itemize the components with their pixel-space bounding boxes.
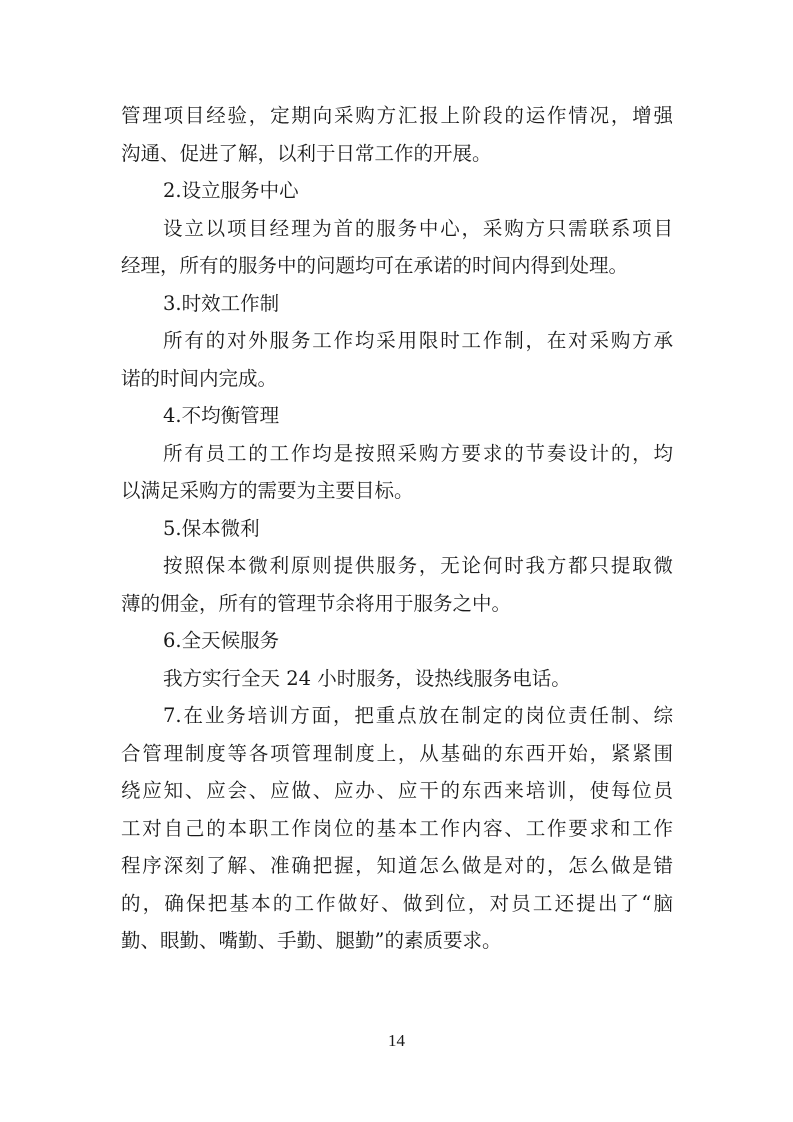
text-line: 按照保本微利原则提供服务，无论何时我方都只提取微 — [163, 554, 673, 577]
text-line: 7.在业务培训方面，把重点放在制定的岗位责任制、综 — [163, 704, 673, 727]
section-heading: 3.时效工作制 — [163, 291, 280, 315]
text-line: 勤、眼勤、嘴勤、手勤、腿勤”的素质要求。 — [121, 929, 502, 952]
text-line: 沟通、促进了解，以利于日常工作的开展。 — [121, 141, 492, 165]
section-heading: 5.保本微利 — [163, 516, 260, 540]
text-line: 所有员工的工作均是按照采购方要求的节奏设计的，均 — [163, 441, 673, 465]
text-line: 经理，所有的服务中的问题均可在承诺的时间内得到处理。 — [121, 254, 629, 277]
text-line: 所有的对外服务工作均采用限时工作制，在对采购方承 — [163, 329, 673, 352]
section-heading: 4.不均衡管理 — [163, 404, 280, 427]
text-line: 我方实行全天 24 小时服务，设热线服务电话。 — [163, 666, 571, 690]
text-line: 的，确保把基本的工作做好、做到位，对员工还提出了“脑 — [121, 891, 673, 915]
text-line: 绕应知、应会、应做、应办、应干的东西来培训，使每位员 — [121, 779, 673, 802]
text-line: 以满足采购方的需要为主要目标。 — [121, 479, 414, 502]
text-line: 设立以项目经理为首的服务中心，采购方只需联系项目 — [163, 216, 673, 240]
text-line: 诺的时间内完成。 — [121, 366, 278, 390]
section-heading: 6.全天候服务 — [163, 629, 280, 652]
text-line: 合管理制度等各项管理制度上，从基础的东西开始，紧紧围 — [121, 741, 673, 765]
text-line: 管理项目经验，定期向采购方汇报上阶段的运作情况，增强 — [121, 104, 673, 127]
section-heading: 2.设立服务中心 — [163, 179, 299, 202]
page-number: 14 — [388, 1031, 405, 1050]
document-body — [121, 97, 673, 960]
text-line: 程序深刻了解、准确把握，知道怎么做是对的，怎么做是错 — [121, 854, 673, 877]
text-line: 工对自己的本职工作岗位的基本工作内容、工作要求和工作 — [121, 816, 673, 840]
text-line: 薄的佣金，所有的管理节余将用于服务之中。 — [121, 591, 512, 615]
